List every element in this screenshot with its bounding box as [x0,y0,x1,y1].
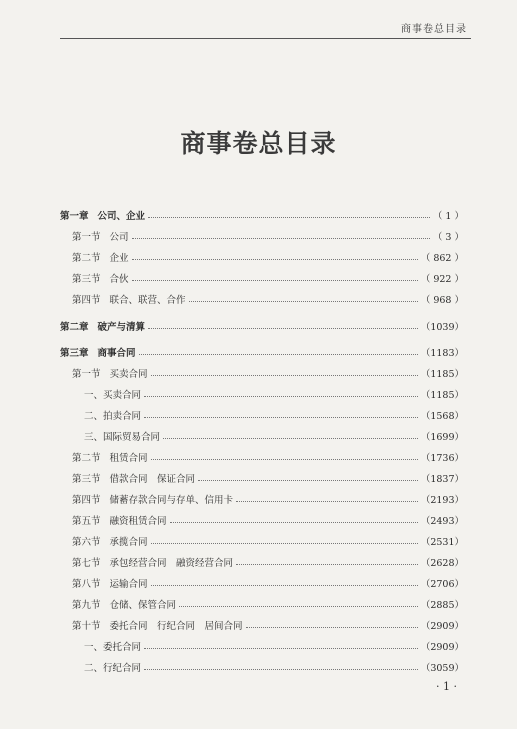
toc-page: （ 862 ） [420,253,464,264]
dot-leader [198,480,418,481]
toc-entry [84,428,464,444]
toc-number: 第三章 [60,348,89,359]
toc-label: 承包经营合同 融资经营合同 [109,558,234,569]
toc-entry [60,318,464,334]
dot-leader [139,354,418,355]
dot-leader [144,648,418,649]
toc-entry [72,575,464,591]
toc-entry [72,596,464,612]
dot-leader [144,417,418,418]
toc-entry [72,249,464,265]
toc-label: 公司、企业 [97,211,146,222]
toc-number: 第十节 [72,621,101,632]
toc-entry [60,344,464,360]
toc-page: （3059） [420,663,464,674]
toc-page: （1736） [420,453,464,464]
toc-entry [84,386,464,402]
toc-number: 第一节 [72,232,101,243]
toc-page: （2909） [420,642,464,653]
toc-label: 二、行纪合同 [84,663,142,674]
toc-label: 合伙 [109,274,129,285]
toc-label: 商事合同 [97,348,136,359]
dot-leader [132,238,430,239]
toc-number: 第八节 [72,579,101,590]
toc-page: （1183） [420,348,464,359]
toc-number: 第四节 [72,495,101,506]
toc-page: （ 3 ） [432,232,464,243]
toc-label: 一、委托合同 [84,642,142,653]
dot-leader [144,396,418,397]
toc-label: 承揽合同 [109,537,148,548]
toc-label: 运输合同 [109,579,148,590]
toc-page: （1185） [420,390,464,401]
toc-entry [72,228,464,244]
dot-leader [151,585,418,586]
page-title: 商事卷总目录 [180,129,337,158]
toc-number: 第三节 [72,274,101,285]
toc-entry [72,470,464,486]
dot-leader [148,217,430,218]
toc-number: 第六节 [72,537,101,548]
toc-number: 第二章 [60,322,89,333]
dot-leader [151,375,418,376]
dot-leader [151,543,418,544]
dot-leader [236,564,418,565]
toc-entry [72,270,464,286]
toc-page: （ 922 ） [420,274,464,285]
toc-label: 储蓄存款合同与存单、信用卡 [109,495,234,506]
toc-entry [60,207,464,223]
toc-page: （1837） [420,474,464,485]
toc-entry [72,617,464,633]
toc-page: （2706） [420,579,464,590]
toc-page: （2531） [420,537,464,548]
toc-label: 买卖合同 [109,369,148,380]
dot-leader [132,259,418,260]
toc-label: 公司 [109,232,129,243]
toc-entry [72,554,464,570]
dot-leader [163,438,418,439]
toc-page: （2628） [420,558,464,569]
toc-entry [72,491,464,507]
toc-label: 一、买卖合同 [84,390,142,401]
toc-label: 租赁合同 [109,453,148,464]
toc-entry [84,659,464,675]
dot-leader [132,280,418,281]
toc-page: （2909） [420,621,464,632]
toc-number: 第一节 [72,369,101,380]
toc-entry [72,512,464,528]
toc-entry [84,638,464,654]
toc-page: （ 1 ） [432,211,464,222]
dot-leader [170,522,418,523]
dot-leader [148,328,418,329]
toc-page: （2193） [420,495,464,506]
toc-page: （1568） [420,411,464,422]
toc-label: 企业 [109,253,129,264]
toc-page: （2885） [420,600,464,611]
toc-label: 仓储、保管合同 [109,600,177,611]
dot-leader [236,501,418,502]
toc-entry [72,291,464,307]
toc-page: （2493） [420,516,464,527]
toc-label: 二、拍卖合同 [84,411,142,422]
dot-leader [246,627,418,628]
header-rule [60,38,471,39]
toc-label: 融资租赁合同 [109,516,167,527]
toc-label: 联合、联营、合作 [109,295,186,306]
toc-entry [84,407,464,423]
toc-number: 第七节 [72,558,101,569]
toc-page: （ 968 ） [420,295,464,306]
toc-label: 委托合同 行纪合同 居间合同 [109,621,243,632]
toc-entry [72,449,464,465]
toc-number: 第九节 [72,600,101,611]
running-header: 商事卷总目录 [401,24,467,35]
dot-leader [144,669,418,670]
toc-number: 第四节 [72,295,101,306]
toc-page: （1185） [420,369,464,380]
toc-page: （1699） [420,432,464,443]
dot-leader [179,606,418,607]
toc-page: （1039） [420,322,464,333]
toc-number: 第二节 [72,453,101,464]
toc-label: 借款合同 保证合同 [109,474,196,485]
toc-number: 第二节 [72,253,101,264]
toc-number: 第一章 [60,211,89,222]
toc-label: 三、国际贸易合同 [84,432,161,443]
dot-leader [151,459,418,460]
toc-number: 第三节 [72,474,101,485]
toc-label: 破产与清算 [97,322,146,333]
dot-leader [189,301,418,302]
toc-entry [72,365,464,381]
page-number: · 1 · [436,680,457,693]
toc-number: 第五节 [72,516,101,527]
toc-entry [72,533,464,549]
